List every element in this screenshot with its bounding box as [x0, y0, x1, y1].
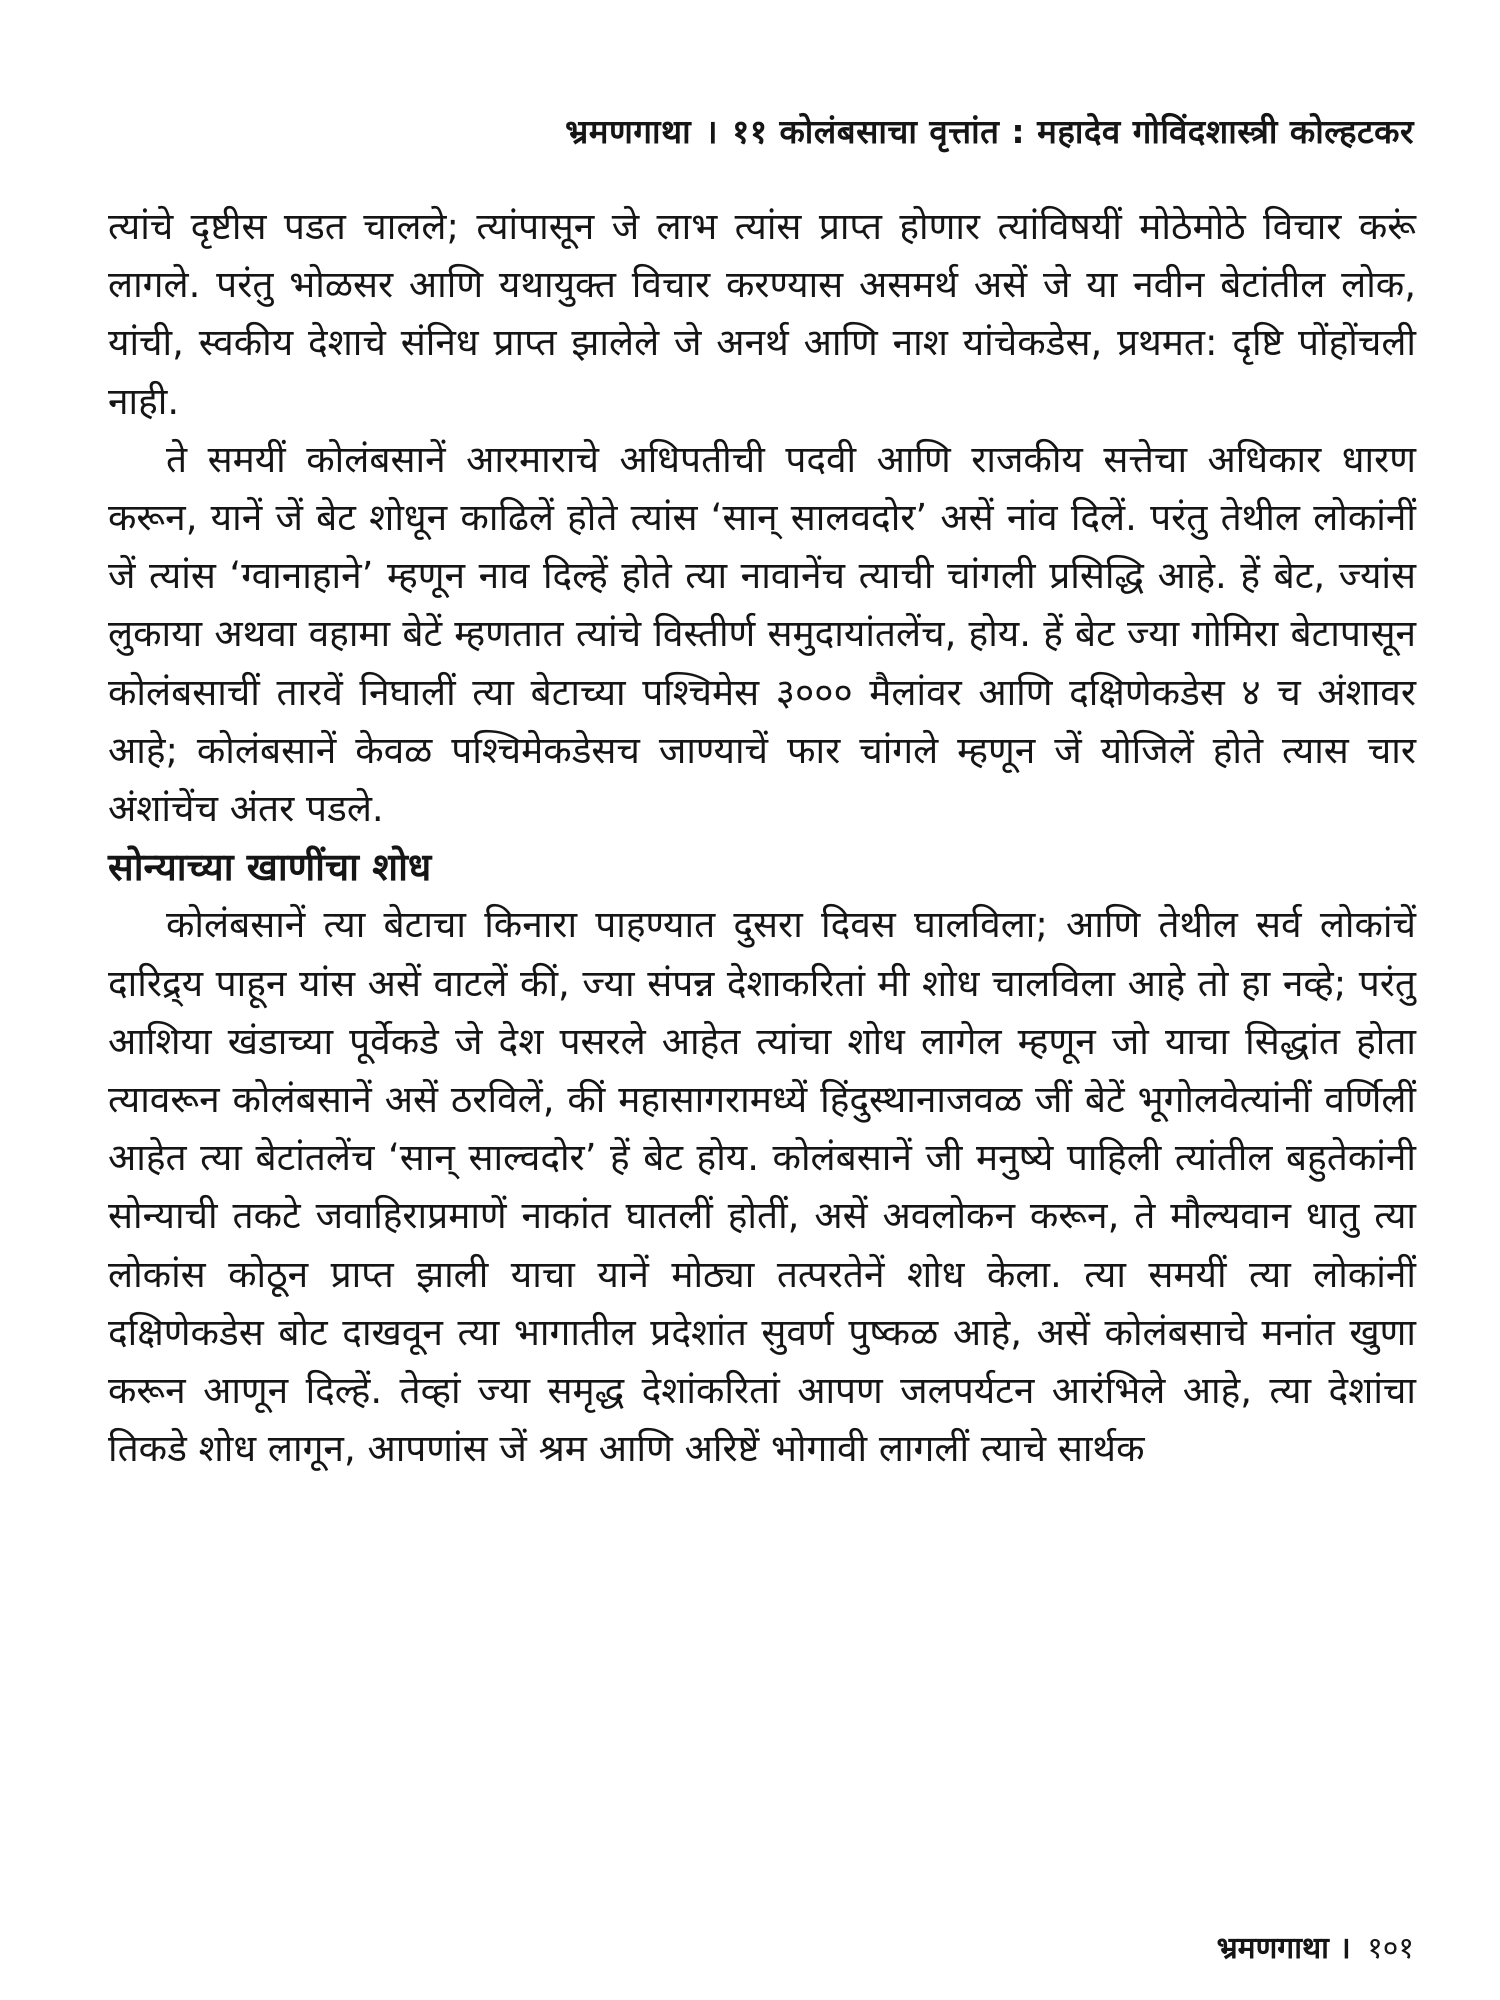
section-heading: सोन्याच्या खाणींचा शोध	[108, 845, 432, 890]
paragraph-san-salvador: ते समयीं कोलंबसानें आरमाराचे अधिपतीची पदवी आणि राजकीय सत्तेचा अधिकार धारण करून, यानें जें बेट शोधून काढिलें होते त्यांस ‘सान् सालवदोर’ असें नांव दिलें. परंतु तेथील लोकांनीं जें त्यांस ‘ग्वानाहाने’ म्हणून नाव दिल्हें होते त्या नावानेंच त्याची चांगली प्रसिद्धि आहे. हें बेट, ज्यांस लुकाया अथवा वहामा बेटें म्हणतात त्यांचे विस्तीर्ण समुदायांतलेंच, होय. हें बेट ज्या गोमिरा बेटापासून कोलंबसाचीं तारवें निघालीं त्या बेटाच्या पश्चिमेस ३००० मैलांवर आणि दक्षिणेकडेस ४ च अंशावर आहे; कोलंबसानें केवळ पश्चिमेकडेसच जाण्याचें फार चांगले म्हणून जें योजिलें होते त्यास चार अंशांचेंच अंतर पडले.	[108, 437, 1416, 831]
paragraph-gold-search: कोलंबसानें त्या बेटाचा किनारा पाहण्यात दुसरा दिवस घालविला; आणि तेथील सर्व लोकांचें दारिद्र्य पाहून यांस असें वाटलें कीं, ज्या संपन्न देशाकरितां मी शोध चालविला आहे तो हा नव्हे; परंतु आशिया खंडाच्या पूर्वेकडे जे देश पसरले आहेत त्यांचा शोध लागेल म्हणून जो याचा सिद्धांत होता त्यावरून कोलंबसानें असें ठरविलें, कीं महासागरामध्यें हिंदुस्थानाजवळ जीं बेटें भूगोलवेत्यांनीं वर्णिलीं आहेत त्या बेटांतलेंच ‘सान् साल्वदोर’ हें बेट होय. कोलंबसानें जी मनुष्ये पाहिली त्यांतील बहुतेकांनी सोन्याची तकटे जवाहिराप्रमाणें नाकांत घातलीं होतीं, असें अवलोकन करून, ते मौल्यवान धातु त्या लोकांस कोठून प्राप्त झाली याचा यानें मोठ्या तत्परतेनें शोध केला. त्या समयीं त्या लोकांनीं दक्षिणेकडेस बोट दाखवून त्या भागातील प्रदेशांत सुवर्ण पुष्कळ आहे, असें कोलंबसाचे मनांत खुणा करून आणून दिल्हें. तेव्हां ज्या समृद्ध देशांकरितां आपण जलपर्यटन आरंभिले आहे, त्या देशांचा तिकडे शोध लागून, आपणांस जें श्रम आणि अरिष्टें भोगावी लागलीं त्याचे सार्थक	[108, 903, 1416, 1471]
running-footer	[1217, 1926, 1414, 1967]
footer-separator: ।	[1339, 1931, 1351, 1966]
header-separator: ।	[705, 112, 719, 151]
page-body	[108, 198, 1416, 1478]
header-book-title: भ्रमणगाथा	[565, 112, 692, 151]
running-header	[86, 108, 1414, 153]
footer-book-title: भ्रमणगाथा	[1216, 1931, 1329, 1966]
header-chapter-title: ११ कोलंबसाचा वृत्तांत : महादेव गोविंदशास्त्री कोल्हटकर	[732, 112, 1414, 151]
paragraph-continued: त्यांचे दृष्टीस पडत चालले; त्यांपासून जे लाभ त्यांस प्राप्त होणार त्यांविषयीं मोठेमोठे विचार करूं लागले. परंतु भोळसर आणि यथायुक्त विचार करण्यास असमर्थ असें जे या नवीन बेटांतील लोक, यांची, स्वकीय देशाचे संनिध प्राप्त झालेले जे अनर्थ आणि नाश यांचेकडेस, प्रथमत: दृष्टि पोंहोंचली नाही.	[108, 205, 1416, 423]
page-number: १०१	[1367, 1931, 1414, 1966]
